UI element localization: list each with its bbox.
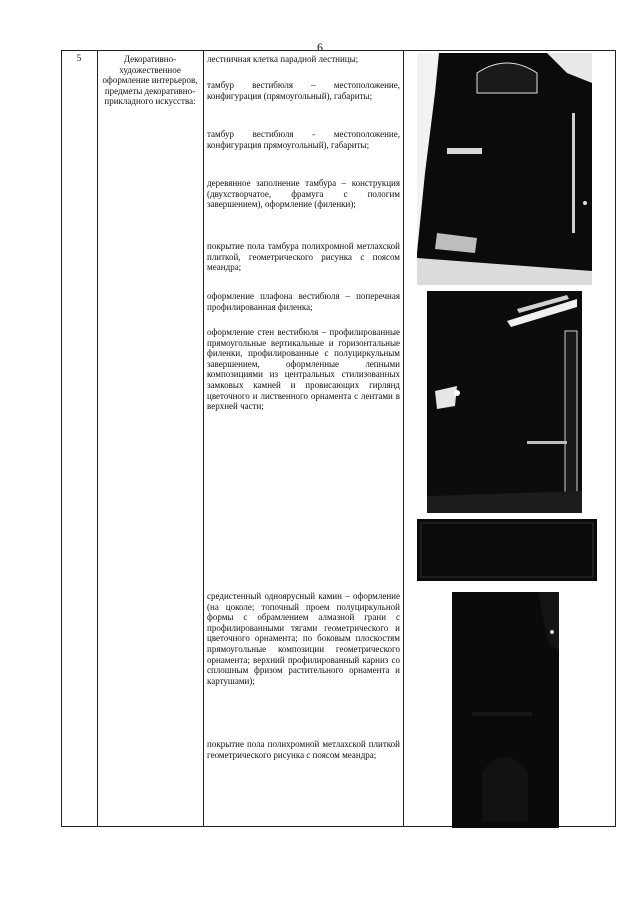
desc-block — [207, 178, 400, 210]
desc-block — [207, 327, 400, 412]
desc-item: оформление стен вестибюля – профилированные прямоугольные вертикальные и горизонтальные филенки, профилированные с полуциркульным завершением, оформленные лепными композициями из центральных стилизованных замковых камней и провисающих гирлянд цветочного и лиственного орнамента с лентами в верхней части; — [207, 327, 400, 412]
photo-fireplace-image — [452, 592, 559, 828]
photo-vestibule — [427, 291, 582, 513]
column-divider — [403, 51, 404, 826]
category-name: Декоративно-художественное оформление интерьеров, предметы декоративно-прикладного искусства: — [102, 54, 198, 107]
desc-block — [207, 591, 400, 686]
desc-item: тамбур вестибюля - местоположение, конфигурация прямоугольный), габариты; — [207, 129, 400, 150]
photo-tambour-image — [417, 53, 592, 285]
row-number: 5 — [76, 53, 82, 63]
photo-tambour — [417, 53, 592, 285]
desc-item: оформление плафона вестибюля – поперечная профилированная филенка; — [207, 291, 400, 312]
desc-item: покрытие пола тамбура полихромной метлахской плиткой, геометрического рисунка с поясом меандра; — [207, 241, 400, 273]
column-divider — [97, 51, 98, 826]
desc-block — [207, 291, 400, 312]
desc-block — [207, 241, 400, 273]
photo-ceiling-image — [417, 519, 597, 581]
photo-vestibule-image — [427, 291, 582, 513]
desc-block — [207, 739, 400, 760]
desc-block — [207, 80, 400, 101]
photo-fireplace — [452, 592, 559, 828]
desc-item: лестничная клетка парадной лестницы; — [207, 54, 359, 64]
desc-item: деревянное заполнение тамбура – конструкция (двухстворчатое, фрамуга с пологим завершением), оформление (филенки); — [207, 178, 400, 210]
heritage-table — [61, 50, 616, 827]
desc-item: тамбур вестибюля – местоположение, конфигурация (прямоугольный), габариты; — [207, 80, 400, 101]
page-number: 6 — [317, 40, 323, 54]
column-divider — [203, 51, 204, 826]
description-column — [207, 54, 400, 65]
photo-ceiling — [417, 519, 597, 581]
desc-item: средистенный одноярусный камин – оформление (на цоколе; топочный проем полуциркульной формы с обрамлением алмазной грани с профилированными тягами геометрического и цветочного орнамента; по боковым плоскостям прямоугольные композиции геометрического орнамента; верхний профилированный карниз со сплошным фризом растительного орнамента и картушами); — [207, 591, 400, 686]
desc-block — [207, 129, 400, 150]
desc-item: покрытие пола полихромной метлахской плиткой геометрического рисунка с поясом меандра; — [207, 739, 400, 760]
